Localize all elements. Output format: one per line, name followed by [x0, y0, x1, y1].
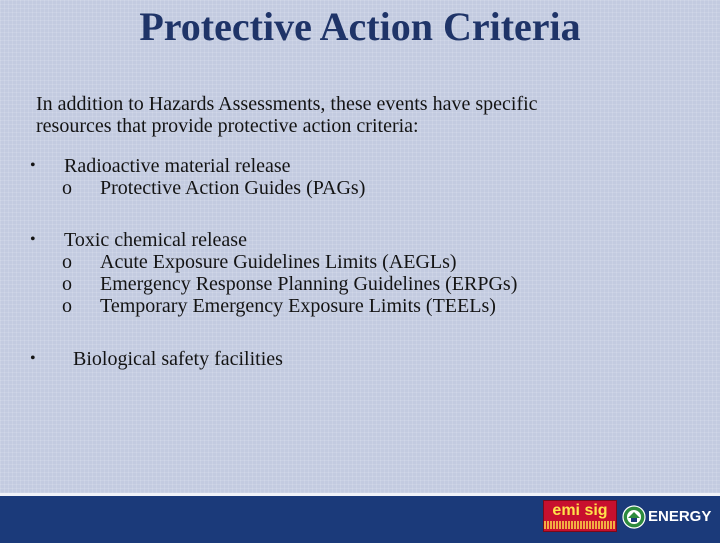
- bullet-marker: •: [30, 350, 36, 367]
- slide-title: Protective Action Criteria: [139, 4, 581, 49]
- sub-bullet-label: Temporary Emergency Exposure Limits (TEELs): [100, 295, 496, 317]
- bullet-label: Biological safety facilities: [73, 348, 283, 370]
- sub-bullet-marker: o: [62, 273, 72, 295]
- emi-sig-logo: [543, 500, 617, 532]
- bullet-label: Radioactive material release: [64, 155, 291, 177]
- intro-line-2: resources that provide protective action criteria:: [36, 115, 419, 137]
- emi-logo-fineprint: [544, 521, 616, 529]
- sub-bullet-marker: o: [62, 177, 72, 199]
- doe-logo-text: ENERGY: [648, 508, 712, 525]
- bullet-row: [30, 155, 690, 177]
- sub-bullet-marker: o: [62, 295, 72, 317]
- bullet-toxic-chemical: [30, 229, 690, 317]
- bullet-label: Toxic chemical release: [64, 229, 247, 251]
- bullet-biological: [30, 348, 690, 370]
- bullet-row: [30, 348, 690, 370]
- bullet-row: [30, 229, 690, 251]
- bullet-radioactive: [30, 155, 690, 199]
- sub-bullet-label: Emergency Response Planning Guidelines (ERPGs): [100, 273, 518, 295]
- sub-bullet-teels: [30, 295, 690, 317]
- sub-bullet-pags: [30, 177, 690, 199]
- intro-line-1: In addition to Hazards Assessments, these events have specific: [36, 93, 538, 115]
- bullet-list: [30, 155, 690, 370]
- doe-seal-icon: [622, 505, 646, 529]
- intro-paragraph: [36, 93, 676, 137]
- emi-logo-text: emi sig: [552, 502, 608, 519]
- sub-bullet-label: Acute Exposure Guidelines Limits (AEGLs): [100, 251, 457, 273]
- sub-bullet-erpgs: [30, 273, 690, 295]
- bullet-marker: •: [30, 157, 36, 174]
- sub-bullet-marker: o: [62, 251, 72, 273]
- sub-bullet-label: Protective Action Guides (PAGs): [100, 177, 366, 199]
- sub-bullet-aegls: [30, 251, 690, 273]
- bullet-marker: •: [30, 231, 36, 248]
